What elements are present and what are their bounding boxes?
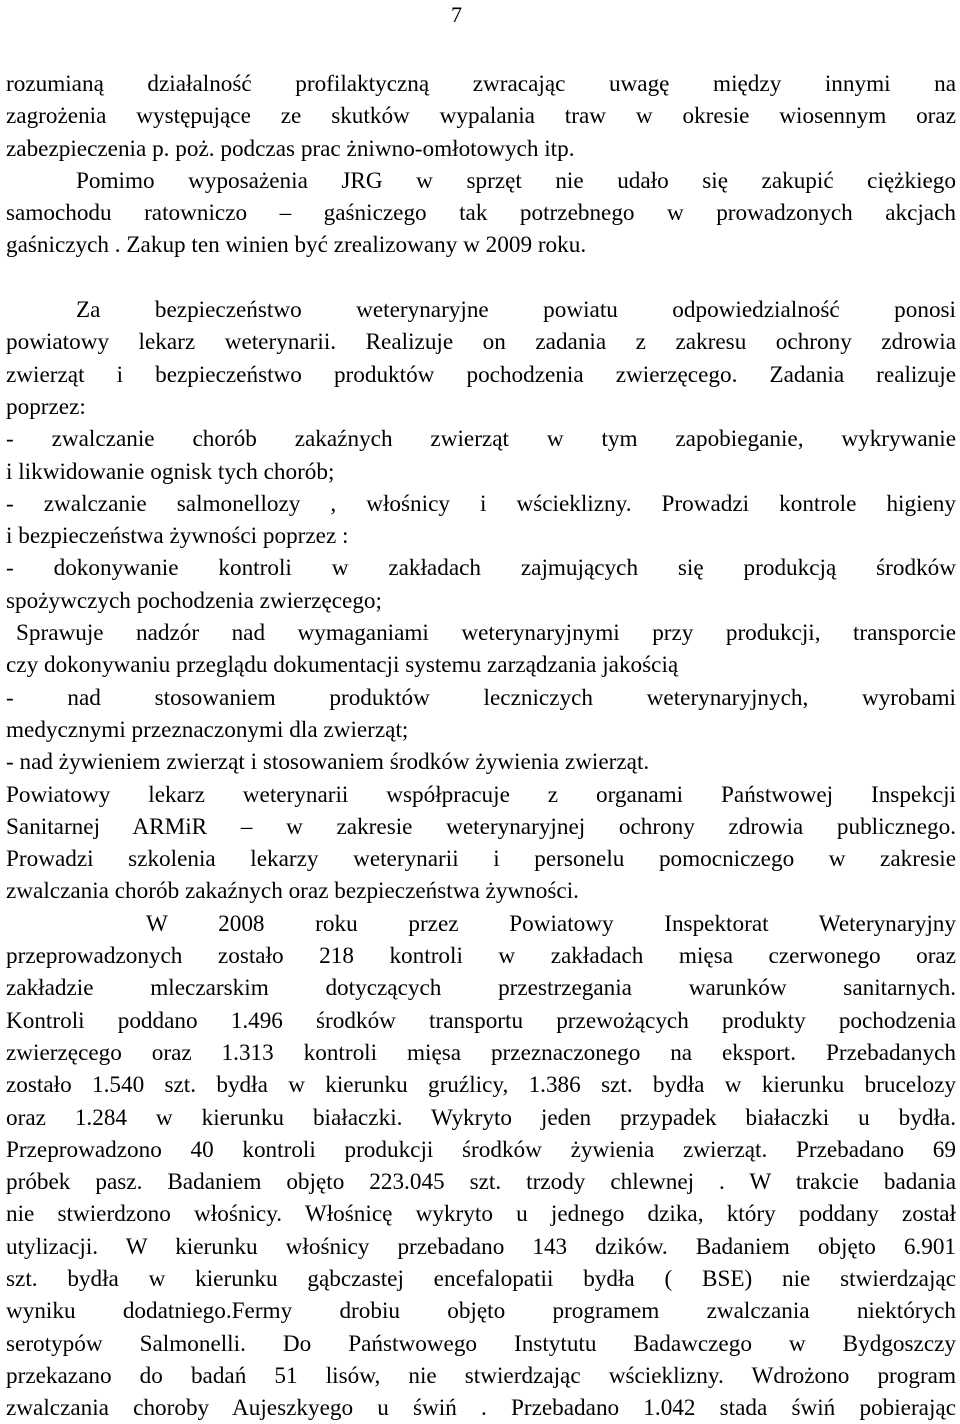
text-line: W 2008 roku przez Powiatowy Inspektorat Weterynaryjny <box>146 910 956 937</box>
text-line: spożywczych pochodzenia zwierzęcego; <box>6 587 382 614</box>
text-line: gaśniczych . Zakup ten winien być zrealizowany w 2009 roku. <box>6 232 587 259</box>
text-line: zakładzie mleczarskim dotyczących przestrzegania warunków sanitarnych. <box>6 975 956 1002</box>
text-line: Sanitarnej ARMiR – w zakresie weterynaryjnej ochrony zdrowia publicznego. <box>6 813 956 840</box>
text-line: przekazano do badań 51 lisów, nie stwierdzając wścieklizny. Wdrożono program <box>6 1362 956 1389</box>
text-line: utylizacji. W kierunku włośnicy przebadano 143 dzików. Badaniem objęto 6.901 <box>6 1233 956 1260</box>
text-line: zostało 1.540 szt. bydła w kierunku gruźlicy, 1.386 szt. bydła w kierunku brucelozy <box>6 1072 956 1099</box>
text-line: serotypów Salmonelli. Do Państwowego Instytutu Badawczego w Bydgoszczy <box>6 1330 956 1357</box>
text-line: zwierząt i bezpieczeństwo produktów pochodzenia zwierzęcego. Zadania realizuje <box>6 361 956 388</box>
text-line: Za bezpieczeństwo weterynaryjne powiatu odpowiedzialność ponosi <box>76 297 956 324</box>
text-line: medycznymi przeznaczonymi dla zwierząt; <box>6 716 409 743</box>
page-number: 7 <box>451 2 462 27</box>
text-line: Sprawuje nadzór nad wymaganiami weterynaryjnymi przy produkcji, transporcie <box>16 620 956 647</box>
text-line: Prowadzi szkolenia lekarzy weterynarii i personelu pomocniczego w zakresie <box>6 846 956 873</box>
text-line: - zwalczanie salmonellozy , włośnicy i wścieklizny. Prowadzi kontrole higieny <box>6 490 956 517</box>
text-line: czy dokonywaniu przeglądu dokumentacji systemu zarządzania jakością <box>6 652 679 679</box>
paragraph-gap <box>6 262 956 294</box>
text-line: powiatowy lekarz weterynarii. Realizuje on zadania z zakresu ochrony zdrowia <box>6 329 956 356</box>
text-line: nie stwierdzono włośnicy. Włośnicę wykryto u jednego dzika, który poddany został <box>6 1201 956 1228</box>
text-line: Pomimo wyposażenia JRG w sprzęt nie udało się zakupić ciężkiego <box>76 167 956 194</box>
text-line: Powiatowy lekarz weterynarii współpracuje z organami Państwowej Inspekcji <box>6 781 956 808</box>
text-line: oraz 1.284 w kierunku białaczki. Wykryto jeden przypadek białaczki u bydła. <box>6 1104 956 1131</box>
text-line: Kontroli poddano 1.496 środków transportu przewożących produkty pochodzenia <box>6 1007 956 1034</box>
text-line: przeprowadzonych zostało 218 kontroli w zakładach mięsa czerwonego oraz <box>6 943 956 970</box>
text-line: - dokonywanie kontroli w zakładach zajmujących się produkcją środków <box>6 555 956 582</box>
text-line: wyniku dodatniego.Fermy drobiu objęto programem zwalczania niektórych <box>6 1298 956 1325</box>
text-line: zwalczania choroby Aujeszkyego u świń . Przebadano 1.042 stada świń pobierając <box>6 1395 956 1422</box>
text-line: zagrożenia występujące ze skutków wypalania traw w okresie wiosennym oraz <box>6 103 956 130</box>
text-line: poprzez: <box>6 393 86 420</box>
text-line: samochodu ratowniczo – gaśniczego tak potrzebnego w prowadzonych akcjach <box>6 200 956 227</box>
text-line: i bezpieczeństwa żywności poprzez : <box>6 523 349 550</box>
text-line: - nad stosowaniem produktów leczniczych weterynaryjnych, wyrobami <box>6 684 956 711</box>
text-line: - zwalczanie chorób zakaźnych zwierząt w tym zapobieganie, wykrywanie <box>6 426 956 453</box>
text-line: szt. bydła w kierunku gąbczastej encefalopatii bydła ( BSE) nie stwierdzając <box>6 1265 956 1292</box>
text-line: zabezpieczenia p. poż. podczas prac żniwno-omłotowych itp. <box>6 135 575 162</box>
text-line: rozumianą działalność profilaktyczną zwracając uwagę między innymi na <box>6 71 956 97</box>
text-line: zwierzęcego oraz 1.313 kontroli mięsa przeznaczonego na eksport. Przebadanych <box>6 1039 956 1066</box>
text-line: próbek pasz. Badaniem objęto 223.045 szt. trzody chlewnej . W trakcie badania <box>6 1169 956 1196</box>
body-text <box>6 68 956 1424</box>
text-line: zwalczania chorób zakaźnych oraz bezpieczeństwa żywności. <box>6 878 579 905</box>
text-line: - nad żywieniem zwierząt i stosowaniem środków żywienia zwierząt. <box>6 749 650 776</box>
text-line: Przeprowadzono 40 kontroli produkcji środków żywienia zwierząt. Przebadano 69 <box>6 1136 956 1163</box>
text-line: i likwidowanie ognisk tych chorób; <box>6 458 335 485</box>
